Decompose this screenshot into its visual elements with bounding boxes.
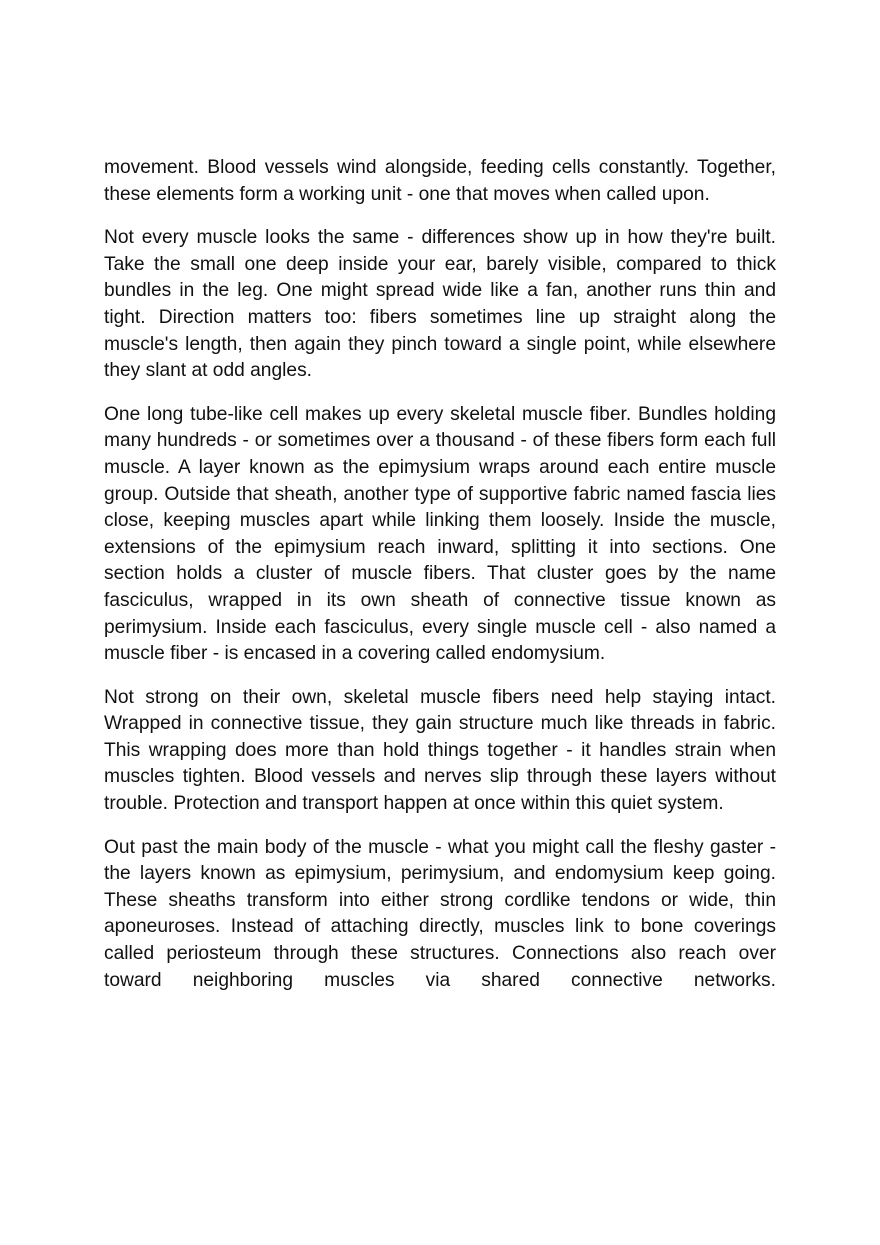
- paragraph-1: movement. Blood vessels wind alongside, feeding cells constantly. Together, these elements form a working unit - one that moves when called upon.: [104, 157, 776, 205]
- paragraph-4: Not strong on their own, skeletal muscle fibers need help staying intact. Wrapped in connective tissue, they gain structure much like threads in fabric. This wrapping does more than hold things together - it handles strain when muscles tighten. Blood vessels and nerves slip through these layers without trouble. Protection and transport happen at once within this quiet system.: [104, 686, 776, 815]
- paragraph-3: One long tube-like cell makes up every skeletal muscle fiber. Bundles holding many hundreds - or sometimes over a thousand - of these fibers form each full muscle. A layer known as the epimysium wraps around each entire muscle group. Outside that sheath, another type of supportive fabric named fascia lies close, keeping muscles apart while linking them loosely. Inside the muscle, extensions of the epimysium reach inward, splitting it into sections. One section holds a cluster of muscle fibers. That cluster goes by the name fasciculus, wrapped in its own sheath of connective tissue known as perimysium. Inside each fasciculus, every single muscle cell - also named a muscle fiber - is encased in a covering called endomysium.: [104, 403, 776, 665]
- paragraph-5: Out past the main body of the muscle - what you might call the fleshy gaster - the layers known as epimysium, perimysium, and endomysium keep going. These sheaths transform into either strong cordlike tendons or wide, thin aponeuroses. Instead of attaching directly, muscles link to bone coverings called periosteum through these structures. Connections also reach over toward neighboring muscles via shared connective networks.: [104, 836, 776, 991]
- paragraph-2: Not every muscle looks the same - differences show up in how they're built. Take the small one deep inside your ear, barely visible, compared to thick bundles in the leg. One might spread wide like a fan, another runs thin and tight. Direction matters too: fibers sometimes line up straight along the muscle's length, then again they pinch toward a single point, while elsewhere they slant at odd angles.: [104, 227, 776, 382]
- document-body: [104, 155, 776, 1011]
